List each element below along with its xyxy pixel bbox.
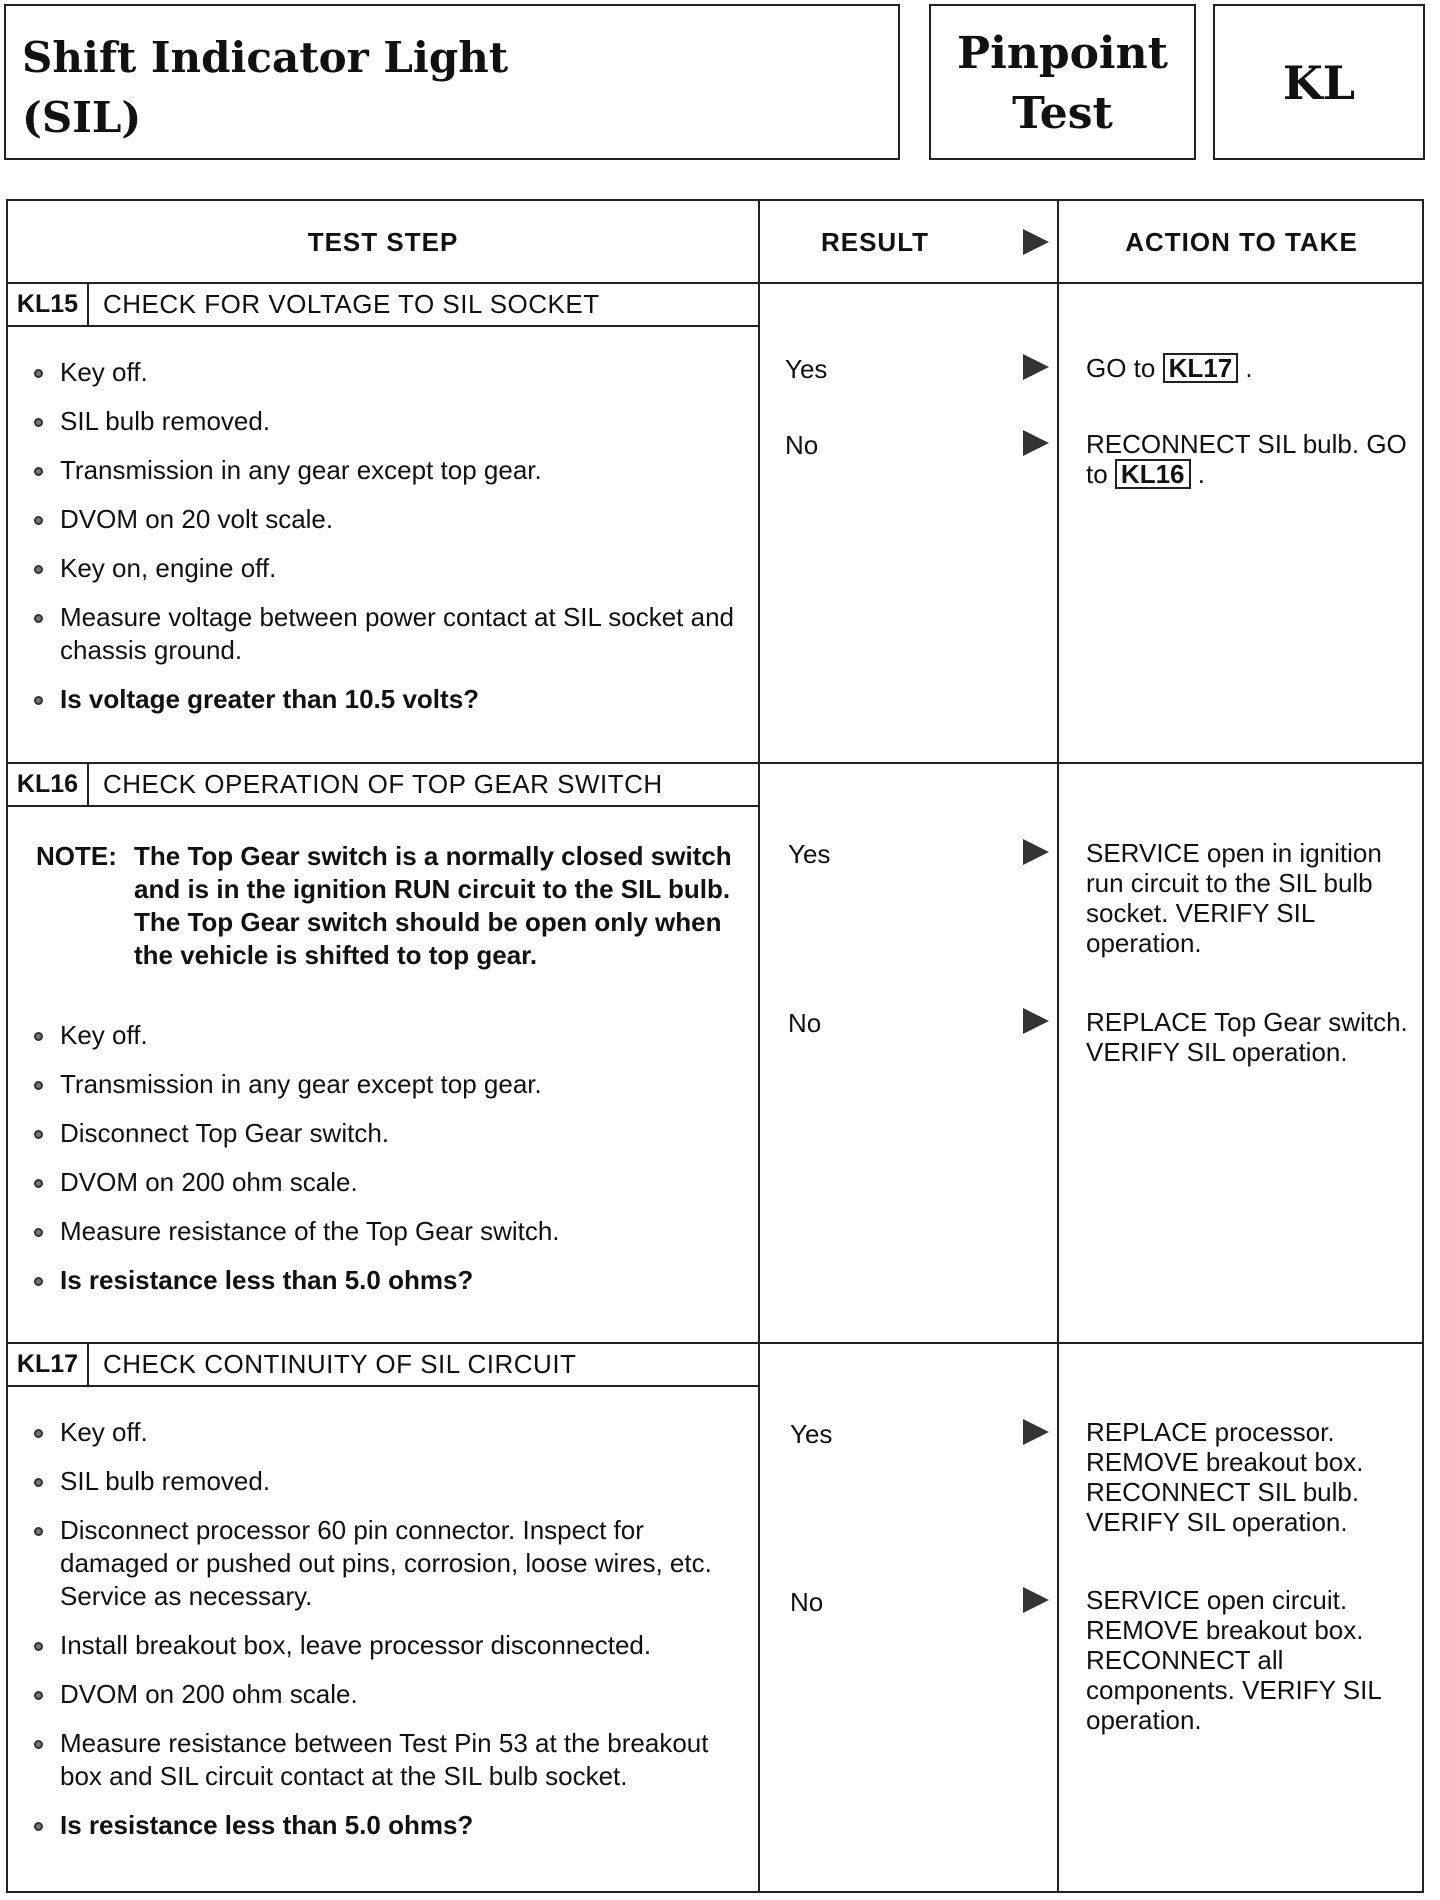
list-item-question: Is resistance less than 5.0 ohms? <box>30 1809 740 1842</box>
arrow-icon <box>1023 354 1049 380</box>
action-kl17-yes: REPLACE processor. REMOVE breakout box. RECONNECT SIL bulb. VERIFY SIL operation. <box>1086 1417 1364 1537</box>
step-title: CHECK CONTINUITY OF SIL CIRCUIT <box>103 1349 577 1379</box>
step-title: CHECK FOR VOLTAGE TO SIL SOCKET <box>103 289 600 319</box>
step-id: KL16 <box>8 764 89 805</box>
pinpoint-box <box>929 4 1196 160</box>
title-line-2: (SIL) <box>22 93 142 142</box>
note-block <box>36 840 748 972</box>
list-item: DVOM on 20 volt scale. <box>30 503 740 536</box>
result-yes: Yes <box>788 839 831 869</box>
list-item: Key off. <box>30 356 740 389</box>
step-bullets-kl17 <box>30 1416 740 1858</box>
list-item: Transmission in any gear except top gear. <box>30 1068 740 1101</box>
action-period: . <box>1245 353 1253 383</box>
arrow-icon <box>1023 430 1049 456</box>
list-item: DVOM on 200 ohm scale. <box>30 1166 740 1199</box>
action-kl16-no: REPLACE Top Gear switch. VERIFY SIL operation. <box>1086 1007 1408 1067</box>
divider-result-action <box>1057 201 1059 1891</box>
action-period: . <box>1197 459 1205 489</box>
test-table <box>6 199 1424 1893</box>
action-kl15-no <box>1086 429 1416 489</box>
step-id: KL15 <box>8 284 89 325</box>
step-title: CHECK OPERATION OF TOP GEAR SWITCH <box>103 769 663 799</box>
result-no: No <box>788 1008 822 1038</box>
title-box <box>4 4 900 160</box>
step-bullets-kl15 <box>30 356 740 732</box>
list-item-question: Is resistance less than 5.0 ohms? <box>30 1264 740 1297</box>
list-item: Install breakout box, leave processor disconnected. <box>30 1629 740 1662</box>
action-kl16-yes: SERVICE open in ignition run circuit to the SIL bulb socket. VERIFY SIL operation. <box>1086 838 1382 958</box>
list-item: Key on, engine off. <box>30 552 740 585</box>
action-kl15-yes <box>1086 353 1416 383</box>
col-action: ACTION TO TAKE <box>1125 227 1358 257</box>
list-item-question: Is voltage greater than 10.5 volts? <box>30 683 740 716</box>
list-item: Disconnect Top Gear switch. <box>30 1117 740 1150</box>
arrow-icon <box>1023 229 1049 255</box>
list-item: Measure resistance between Test Pin 53 at the breakout box and SIL circuit contact at the SIL bulb socket. <box>30 1727 740 1793</box>
note-label: NOTE: <box>36 841 117 871</box>
page-title <box>22 28 508 148</box>
list-item: Key off. <box>30 1019 740 1052</box>
arrow-icon <box>1023 1587 1049 1613</box>
list-item: Measure resistance of the Top Gear switch. <box>30 1215 740 1248</box>
test-code: KL <box>1282 56 1356 110</box>
step-header-kl16 <box>8 764 760 807</box>
step-ref-link[interactable]: KL16 <box>1115 459 1191 489</box>
result-no: No <box>785 430 819 460</box>
step-header-kl17 <box>8 1344 760 1387</box>
list-item: SIL bulb removed. <box>30 1465 740 1498</box>
action-kl17-no: SERVICE open circuit. REMOVE breakout box. RECONNECT all components. VERIFY SIL operation. <box>1086 1585 1381 1735</box>
pinpoint-line-2: Test <box>1012 88 1113 139</box>
arrow-icon <box>1023 839 1049 865</box>
list-item: DVOM on 200 ohm scale. <box>30 1678 740 1711</box>
step-header-kl15 <box>8 284 760 327</box>
code-box <box>1213 4 1425 160</box>
action-text: GO to <box>1086 353 1156 383</box>
result-yes: Yes <box>790 1419 833 1449</box>
pinpoint-label <box>931 24 1194 144</box>
step-bullets-kl16 <box>30 1019 740 1313</box>
title-line-1: Shift Indicator Light <box>22 33 509 82</box>
step-id: KL17 <box>8 1344 89 1385</box>
list-item: Disconnect processor 60 pin connector. Inspect for damaged or pushed out pins, corrosion, loose wires, etc. Service as necessary. <box>30 1514 740 1613</box>
action-text: RECONNECT SIL bulb. GO to <box>1086 429 1407 489</box>
pinpoint-line-1: Pinpoint <box>957 28 1168 79</box>
list-item: Key off. <box>30 1416 740 1449</box>
result-yes: Yes <box>785 354 828 384</box>
divider-step-result <box>758 201 760 1891</box>
list-item: Measure voltage between power contact at SIL socket and chassis ground. <box>30 601 740 667</box>
note-text: The Top Gear switch is a normally closed switch and is in the ignition RUN circuit to the SIL bulb. The Top Gear switch should be open only when the vehicle is shifted to top gear. <box>134 841 732 970</box>
result-no: No <box>790 1587 824 1617</box>
arrow-icon <box>1023 1008 1049 1034</box>
col-result: RESULT <box>820 227 930 257</box>
col-test-step: TEST STEP <box>307 227 459 257</box>
arrow-icon <box>1023 1419 1049 1445</box>
list-item: Transmission in any gear except top gear. <box>30 454 740 487</box>
list-item: SIL bulb removed. <box>30 405 740 438</box>
step-ref-link[interactable]: KL17 <box>1163 353 1239 383</box>
